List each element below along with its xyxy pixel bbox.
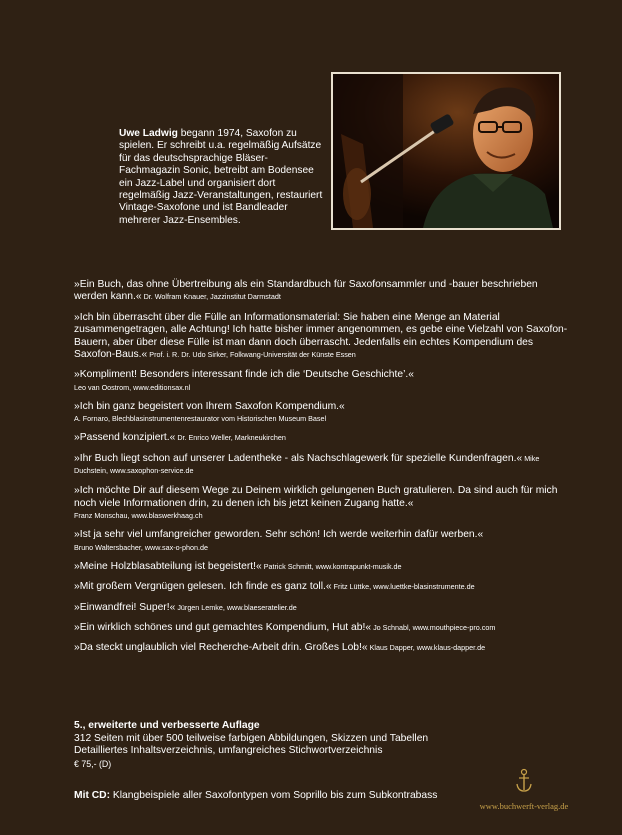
publisher-url: www.buchwerft-verlag.de xyxy=(479,801,569,811)
testimonial-item xyxy=(74,602,574,614)
publisher-logo xyxy=(466,768,582,811)
testimonial-text: »Kompliment! Besonders interessant finde ich die ‘Deutsche Geschichte’.« xyxy=(74,369,414,381)
testimonial-text: »Meine Holzblasabteilung ist begeistert!« xyxy=(74,560,262,572)
testimonial-text: »Ich bin überrascht über die Fülle an Informationsmaterial: Sie haben eine Menge an Material zusammengetragen, alle Achtung! Ich hatte bisher immer angenommen, es gebe eine Vielzahl von Saxofon-Bauern, aber über diese Fülle ist man dann doch überrascht. Jedenfalls ein echtes Kompendium des Saxofon-Baus.« xyxy=(74,311,568,361)
testimonial-source: Dr. Wolfram Knauer, Jazzinstitut Darmstadt xyxy=(143,292,281,302)
testimonial-item xyxy=(74,529,574,552)
testimonial-source: Mike Duchstein, www.saxophon-service.de xyxy=(74,453,540,476)
testimonial-item xyxy=(74,581,574,593)
testimonial-source: Jo Schnabl, www.mouthpiece-pro.com xyxy=(373,622,496,632)
testimonial-text: »Ihr Buch liegt schon auf unserer Ladentheke - als Nachschlagewerk für spezielle Kundenfragen.« xyxy=(74,452,523,464)
edition-label: 5., erweiterte und verbesserte Auflage xyxy=(74,720,260,731)
testimonial-source: Dr. Enrico Weller, Markneukirchen xyxy=(177,433,286,443)
price: € 75,- (D) xyxy=(74,758,112,769)
testimonial-text: »Ich möchte Dir auf diesem Wege zu Deinem wirklich gelungenen Buch gratulieren. Da sind auch für mich noch viele Informationen drin, zu denen ich bis jetzt keinen Zugang hatte.« xyxy=(74,485,558,509)
testimonial-text: »Da steckt unglaublich viel Recherche-Arbeit drin. Großes Lob!« xyxy=(74,642,368,654)
testimonials xyxy=(74,279,574,663)
author-bio xyxy=(119,128,329,227)
testimonial-item xyxy=(74,369,574,392)
author-bio-text: begann 1974, Saxofon zu spielen. Er schreibt u.a. regelmäßig Aufsätze für das deutschsprachige Bläser-Fachmagazin Sonic, betreibt am Bodensee ein Jazz-Label und organisiert dort regelmäßig Jazz-Veranstaltungen, restauriert Vintage-Saxofone und ist Bandleader mehrerer Jazz-Ensembles. xyxy=(119,128,323,226)
author-name: Uwe Ladwig xyxy=(119,128,178,139)
testimonial-item xyxy=(74,312,574,362)
testimonial-item xyxy=(74,622,574,634)
testimonial-item xyxy=(74,432,574,444)
cd-text: Klangbeispiele aller Saxofontypen vom Soprillo bis zum Subkontrabass xyxy=(110,790,438,801)
anchor-icon xyxy=(515,768,533,794)
testimonial-text: »Ein wirklich schönes und gut gemachtes Kompendium, Hut ab!« xyxy=(74,621,372,633)
cd-info xyxy=(74,790,437,801)
testimonial-text: »Ich bin ganz begeistert von Ihrem Saxofon Kompendium.« xyxy=(74,400,345,412)
testimonial-source: Leo van Oostrom, www.editionsax.nl xyxy=(74,382,191,392)
testimonial-text: »Mit großem Vergnügen gelesen. Ich finde es ganz toll.« xyxy=(74,581,332,593)
testimonial-item xyxy=(74,485,574,521)
testimonial-item xyxy=(74,561,574,573)
author-photo xyxy=(331,72,561,230)
page-count: 312 Seiten mit über 500 teilweise farbigen Abbildungen, Skizzen und Tabellen xyxy=(74,732,429,744)
testimonial-text: »Passend konzipiert.« xyxy=(74,432,176,444)
testimonial-source: Prof. i. R. Dr. Udo Sirker, Folkwang-Universität der Künste Essen xyxy=(149,350,356,360)
testimonial-text: »Ist ja sehr viel umfangreicher geworden. Sehr schön! Ich werde weiterhin dafür werben.« xyxy=(74,529,484,541)
testimonial-item xyxy=(74,279,574,304)
testimonial-item xyxy=(74,453,574,478)
testimonial-source: Klaus Dapper, www.klaus-dapper.de xyxy=(369,643,486,653)
testimonial-source: Franz Monschau, www.blaswerkhaag.ch xyxy=(74,511,203,521)
testimonial-source: Patrick Schmitt, www.kontrapunkt-musik.de xyxy=(263,561,402,571)
index-info: Detailliertes Inhaltsverzeichnis, umfangreiches Stichwortverzeichnis xyxy=(74,745,383,757)
testimonial-source: A. Fornaro, Blechblasinstrumentenrestaurator vom Historischen Museum Basel xyxy=(74,414,327,424)
testimonial-text: »Einwandfrei! Super!« xyxy=(74,601,176,613)
cd-label: Mit CD: xyxy=(74,790,111,801)
testimonial-item xyxy=(74,642,574,654)
testimonial-source: Fritz Lüttke, www.luettke-blasinstrumente.de xyxy=(333,582,475,592)
testimonial-item xyxy=(74,401,574,424)
testimonial-source: Bruno Waltersbacher, www.sax-o-phon.de xyxy=(74,542,208,552)
book-info xyxy=(74,720,494,770)
testimonial-source: Jürgen Lemke, www.blaeseratelier.de xyxy=(177,602,297,612)
testimonial-text: »Ein Buch, das ohne Übertreibung als ein Standardbuch für Saxofonsammler und -bauer beschrieben werden kann.« xyxy=(74,279,538,303)
